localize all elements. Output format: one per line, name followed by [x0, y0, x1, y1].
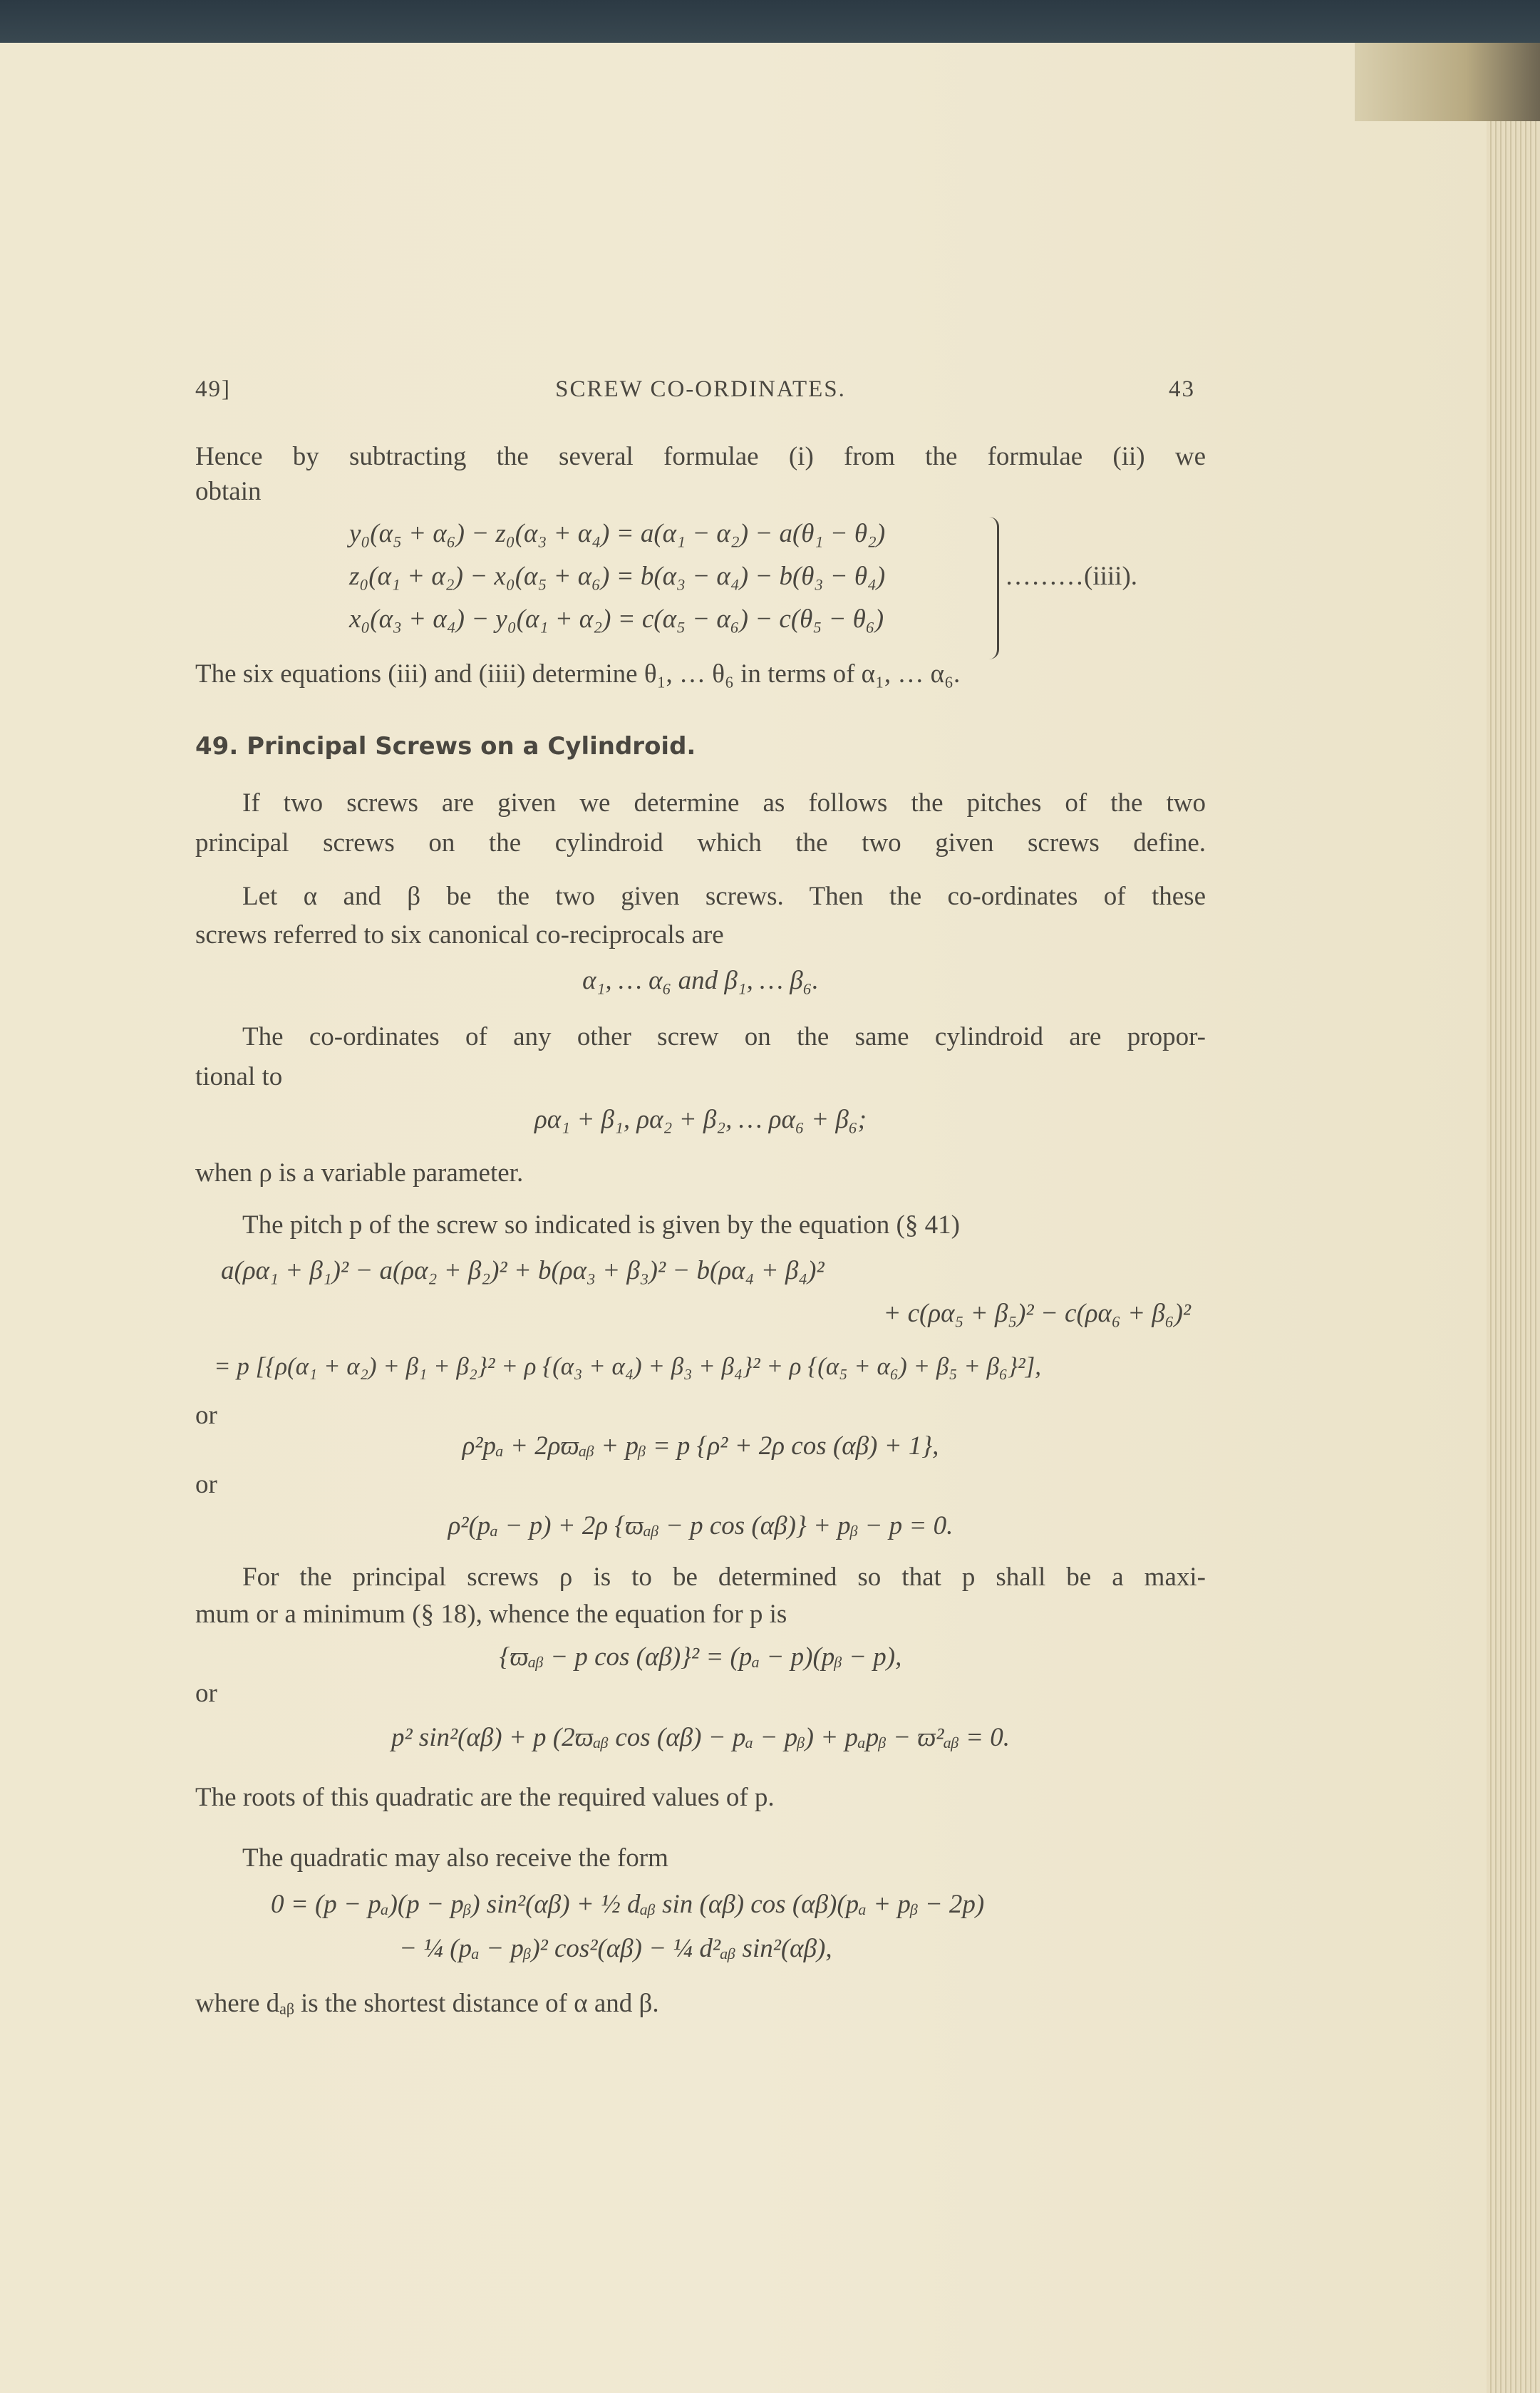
section-heading: 49. Principal Screws on a Cylindroid. [195, 732, 696, 761]
connective-or: or [195, 1470, 217, 1499]
equation: − ¼ (pₐ − pᵦ)² cos²(αβ) − ¼ d²ₐᵦ sin²(αβ), [399, 1934, 832, 1963]
equation: + c(ρα₅ + β₅)² − c(ρα₆ + β₆)² [883, 1299, 1191, 1328]
equation-iiii-2: z₀(α₁ + α₂) − x₀(α₅ + α₆) = b(α₃ − α₄) − b(θ₃ − θ₄) [349, 562, 886, 591]
equation-label: ………(iiii). [1005, 562, 1138, 591]
paragraph-line: For the principal screws ρ is to be determined so that p shall be a maxi- [242, 1563, 1206, 1592]
paragraph-line: principal screws on the cylindroid which the two given screws define. [195, 828, 1206, 858]
paragraph-line: If two screws are given we determine as follows the pitches of the two [242, 788, 1206, 818]
paragraph-line: where dₐᵦ is the shortest distance of α and β. [195, 1989, 659, 2018]
running-section-number: 49] [195, 376, 231, 402]
gilt-page-edge [1355, 43, 1540, 121]
equation: = p [{ρ(α₁ + α₂) + β₁ + β₂}² + ρ {(α₃ + α₄) + β₃ + β₄}² + ρ {(α₅ + α₆) + β₅ + β₆}²], [214, 1352, 1042, 1380]
connective-or: or [195, 1679, 217, 1708]
page-number: 43 [1169, 376, 1195, 402]
equation: p² sin²(αβ) + p (2ϖₐᵦ cos (αβ) − pₐ − pᵦ) + pₐpᵦ − ϖ²ₐᵦ = 0. [391, 1723, 1011, 1752]
equation: ρ²(pₐ − p) + 2ρ {ϖₐᵦ − p cos (αβ)} + pᵦ − p = 0. [448, 1511, 954, 1540]
equation: {ϖₐᵦ − p cos (αβ)}² = (pₐ − p)(pᵦ − p), [499, 1642, 902, 1672]
equation: α₁, … α₆ and β₁, … β₆. [582, 966, 819, 995]
equation-iiii-3: x₀(α₃ + α₄) − y₀(α₁ + α₂) = c(α₅ − α₆) − c(θ₅ − θ₆) [349, 604, 884, 634]
paragraph-line: The roots of this quadratic are the required values of p. [195, 1783, 775, 1812]
paragraph-line: The six equations (iii) and (iiii) determine θ₁, … θ₆ in terms of α₁, … α₆. [195, 659, 961, 689]
equation: ρ²pₐ + 2ρϖₐᵦ + pᵦ = p {ρ² + 2ρ cos (αβ) + 1}, [462, 1431, 939, 1461]
connective-or: or [195, 1401, 217, 1430]
paragraph-line: The pitch p of the screw so indicated is given by the equation (§ 41) [242, 1210, 960, 1240]
paragraph-line: when ρ is a variable parameter. [195, 1158, 524, 1188]
paragraph-line: tional to [195, 1062, 283, 1091]
paragraph-line: mum or a minimum (§ 18), whence the equation for p is [195, 1600, 787, 1629]
paragraph-line: Hence by subtracting the several formulae (i) from the formulae (ii) we [195, 442, 1206, 471]
equation: a(ρα₁ + β₁)² − a(ρα₂ + β₂)² + b(ρα₃ + β₃)² − b(ρα₄ + β₄)² [221, 1256, 825, 1285]
page-stack-edge [1487, 121, 1540, 2393]
equation: 0 = (p − pₐ)(p − pᵦ) sin²(αβ) + ½ dₐᵦ sin (αβ) cos (αβ)(pₐ + pᵦ − 2p) [271, 1890, 985, 1919]
paragraph-line: The co-ordinates of any other screw on the same cylindroid are propor- [242, 1022, 1206, 1051]
equation: ρα₁ + β₁, ρα₂ + β₂, … ρα₆ + β₆; [534, 1105, 867, 1134]
paragraph-line: screws referred to six canonical co-reciprocals are [195, 920, 724, 950]
equation-brace [987, 517, 999, 659]
paragraph-line: obtain [195, 477, 262, 506]
equation-iiii-1: y₀(α₅ + α₆) − z₀(α₃ + α₄) = a(α₁ − α₂) − a(θ₁ − θ₂) [349, 519, 886, 548]
paragraph-line: Let α and β be the two given screws. Then the co-ordinates of these [242, 882, 1206, 911]
paragraph-line: The quadratic may also receive the form [242, 1843, 668, 1873]
running-title: SCREW CO-ORDINATES. [555, 376, 846, 402]
